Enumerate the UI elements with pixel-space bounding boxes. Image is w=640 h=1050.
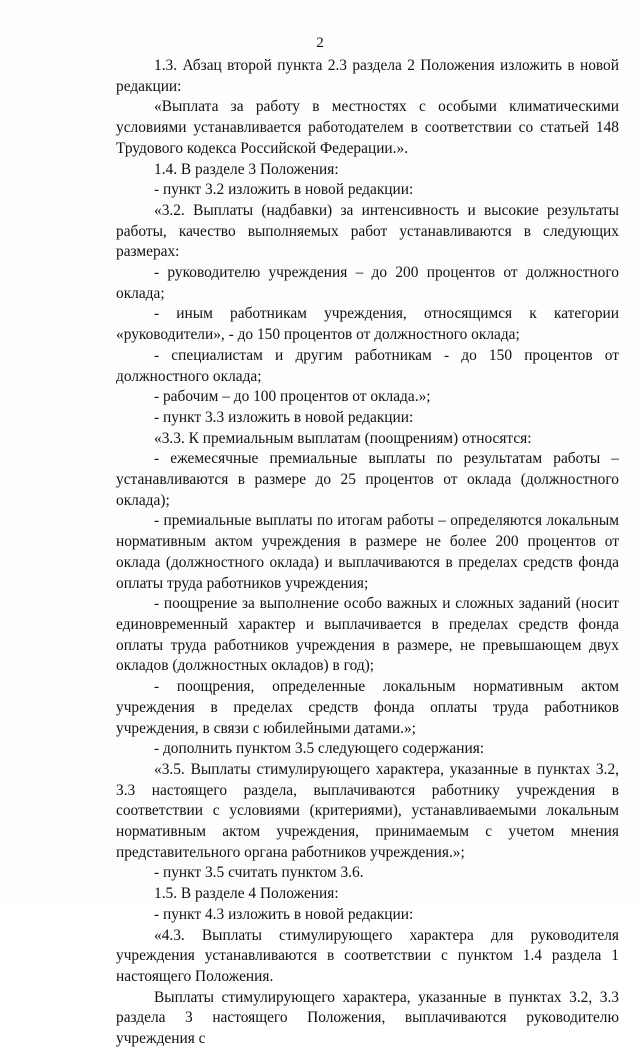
paragraph: 1.5. В разделе 4 Положения: — [154, 885, 339, 903]
paragraph: - поощрение за выполнение особо важных и сложных заданий (носит единовременный характер и выплачивается в пределах средств фонда оплаты труда работников учреждения в размере, не превышающем двух окладов (должностных окладов) в год); — [116, 595, 619, 675]
paragraph: «Выплата за работу в местностях с особыми климатическими условиями устанавливается работодателем в соответствии со статьей 148 Трудового кодекса Российской Федерации.». — [116, 98, 619, 157]
paragraph: - поощрения, определенные локальным нормативным актом учреждения в пределах средств фонда оплаты труда работников учреждения, в связи с юбилейными датами.»; — [116, 678, 619, 737]
paragraph: - рабочим – до 100 процентов от оклада.»; — [154, 388, 431, 406]
paragraph: - пункт 4.3 изложить в новой редакции: — [154, 905, 414, 923]
paragraph: «3.2. Выплаты (надбавки) за интенсивность и высокие результаты работы, качество выполняемых работ устанавливаются в следующих размерах: — [116, 201, 619, 261]
document-body — [116, 56, 619, 1050]
paragraph: Выплаты стимулирующего характера, указанные в пунктах 3.2, 3.3 раздела 3 настоящего Положения, выплачиваются руководителю учреждения с — [116, 988, 619, 1048]
paragraph: - руководителю учреждения – до 200 процентов от должностного оклада; — [116, 264, 619, 302]
paragraph: 1.3. Абзац второй пункта 2.3 раздела 2 Положения изложить в новой редакции: — [116, 57, 619, 95]
paragraph: - премиальные выплаты по итогам работы – определяются локальным нормативным актом учреждения в размере не более 200 процентов от оклада (должностного оклада) и выплачиваются в пределах средств фонда оплаты труда работников учреждения; — [116, 512, 619, 592]
page-number: 2 — [316, 35, 324, 51]
paragraph: 1.4. В разделе 3 Положения: — [154, 160, 339, 178]
paragraph: «3.5. Выплаты стимулирующего характера, указанные в пунктах 3.2, 3.3 настоящего раздела, выплачиваются работнику учреждения в соответствии с условиями (критериями), устанавливаемыми локальным нормативным актом учреждения, принимаемым с учетом мнения представительного органа работников учреждения.»; — [116, 760, 619, 861]
paragraph: - пункт 3.5 считать пунктом 3.6. — [154, 864, 364, 882]
paragraph: «3.3. К премиальным выплатам (поощрениям) относятся: — [154, 429, 532, 447]
paragraph: - пункт 3.2 изложить в новой редакции: — [154, 181, 414, 199]
paragraph: - иным работникам учреждения, относящимся к категории «руководители», - до 150 процентов от должностного оклада; — [116, 305, 619, 344]
paragraph: «4.3. Выплаты стимулирующего характера для руководителя учреждения устанавливаются в соответствии с пунктом 1.4 раздела 1 настоящего Положения. — [116, 926, 619, 985]
paragraph: - ежемесячные премиальные выплаты по результатам работы – устанавливаются в размере до 25 процентов от оклада (должностного оклада); — [116, 450, 619, 509]
paragraph: - пункт 3.3 изложить в новой редакции: — [154, 408, 414, 426]
paragraph: - дополнить пунктом 3.5 следующего содержания: — [154, 740, 485, 758]
paragraph: - специалистам и другим работникам - до 150 процентов от должностного оклада; — [116, 346, 619, 385]
